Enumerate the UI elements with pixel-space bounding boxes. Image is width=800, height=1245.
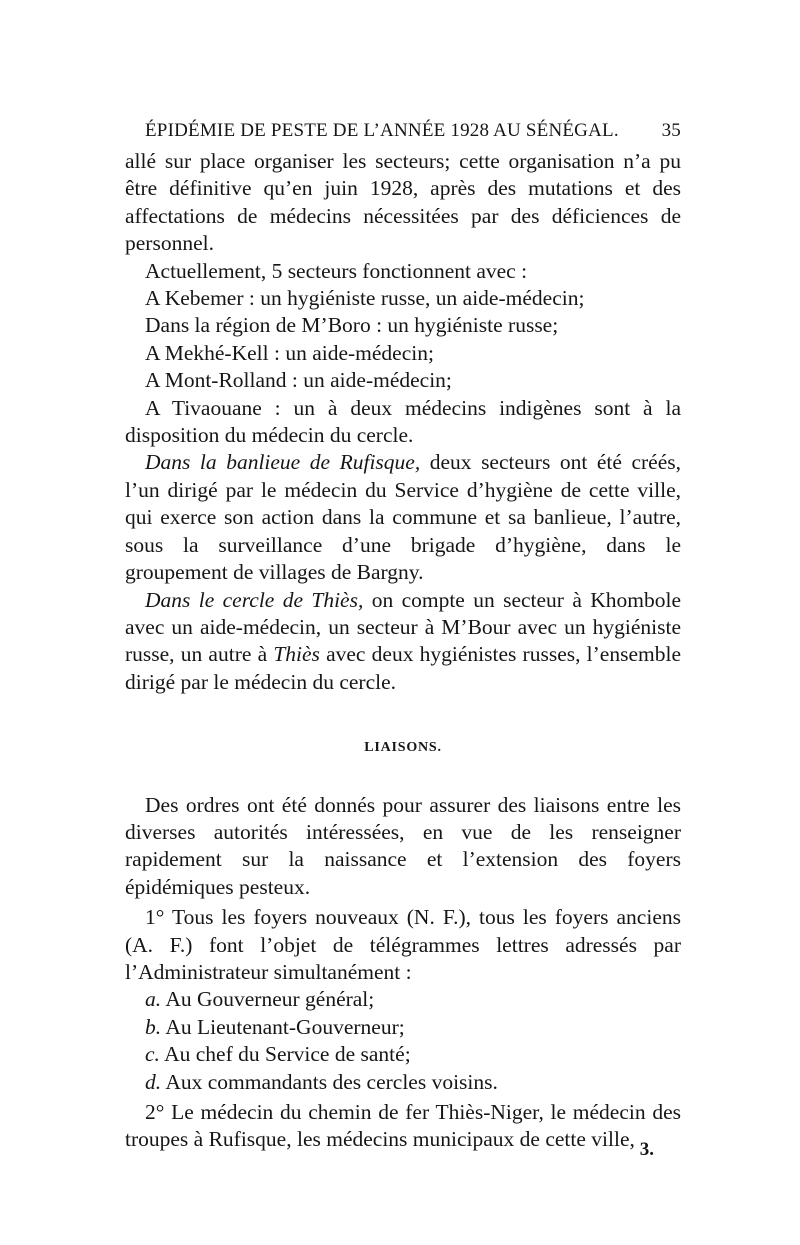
paragraph: allé sur place organiser les secteurs; cette organisation n’a pu être définitive qu’en juin 1928, après des mutations et des affectations de médecins nécessitées par des déficiences de personnel.	[125, 149, 681, 256]
paragraph: A Mekhé-Kell : un aide-médecin;	[145, 340, 434, 365]
list-item	[125, 1014, 681, 1041]
list-letter: c.	[145, 1042, 160, 1067]
list-text: Au Lieutenant-Gouverneur;	[161, 1014, 405, 1039]
paragraph-text: deux secteurs ont été créés, l’un dirigé par le médecin du Service d’hygiène de cette ville, qui exerce son action dans la commune et sa banlieue, l’autre, sous la surveillance d’une brigade d’hygiène, dans le groupement de villages de Bargny.	[125, 450, 681, 585]
italic-phrase: Dans la banlieue de Rufisque,	[145, 450, 421, 475]
paragraph: A Mont-Rolland : un aide-médecin;	[145, 368, 452, 393]
list-letter: b.	[145, 1014, 162, 1039]
signature-mark: 3.	[639, 1139, 654, 1160]
paragraph: A Kebemer : un hygiéniste russe, un aide-médecin;	[145, 286, 585, 311]
running-header	[145, 112, 681, 144]
paragraph: 1° Tous les foyers nouveaux (N. F.), tous les foyers anciens (A. F.) font l’objet de télégrammes lettres adressés par l’Administrateur simultanément :	[125, 905, 681, 984]
paragraph: A Tivaouane : un à deux médecins indigènes sont à la disposition du médecin du cercle.	[125, 395, 681, 448]
paragraph-text: avec deux hygiénistes russes, l’ensemble dirigé par le médecin du cercle.	[125, 642, 681, 694]
paragraph-text: on compte un secteur à Khombole avec un aide-médecin, un secteur à M’Bour avec un hygiéniste russe, un autre à	[125, 587, 681, 667]
page-body	[125, 148, 681, 1154]
header-title: ÉPIDÉMIE DE PESTE DE L’ANNÉE 1928 AU SÉNÉGAL.	[145, 120, 619, 141]
list-text: Au chef du Service de santé;	[159, 1042, 411, 1067]
list-text: Au Gouverneur général;	[161, 987, 375, 1012]
list-letter: a.	[145, 987, 162, 1012]
paragraph: Des ordres ont été donnés pour assurer des liaisons entre les diverses autorités intéressées, en vue de les renseigner rapidement sur la naissance et l’extension des foyers épidémiques pesteux.	[125, 792, 681, 899]
paragraph: 2° Le médecin du chemin de fer Thiès-Niger, le médecin des troupes à Rufisque, les médecins municipaux de cette ville,	[125, 1100, 681, 1152]
italic-place: Thiès	[273, 642, 320, 667]
list-item	[125, 1069, 681, 1096]
paragraph: Actuellement, 5 secteurs fonctionnent avec :	[145, 258, 528, 283]
list-text: Aux commandants des cercles voisins.	[161, 1069, 498, 1094]
paragraph	[125, 449, 681, 586]
list-item	[125, 986, 681, 1013]
italic-phrase: Dans le cercle de Thiès,	[145, 587, 364, 612]
list-item	[125, 1041, 681, 1068]
paragraph	[125, 587, 681, 697]
paragraph: Dans la région de M’Boro : un hygiéniste russe;	[145, 313, 559, 338]
list-letter: d.	[145, 1069, 162, 1094]
section-heading: LIAISONS.	[364, 740, 442, 756]
page-number: 35	[661, 120, 681, 141]
